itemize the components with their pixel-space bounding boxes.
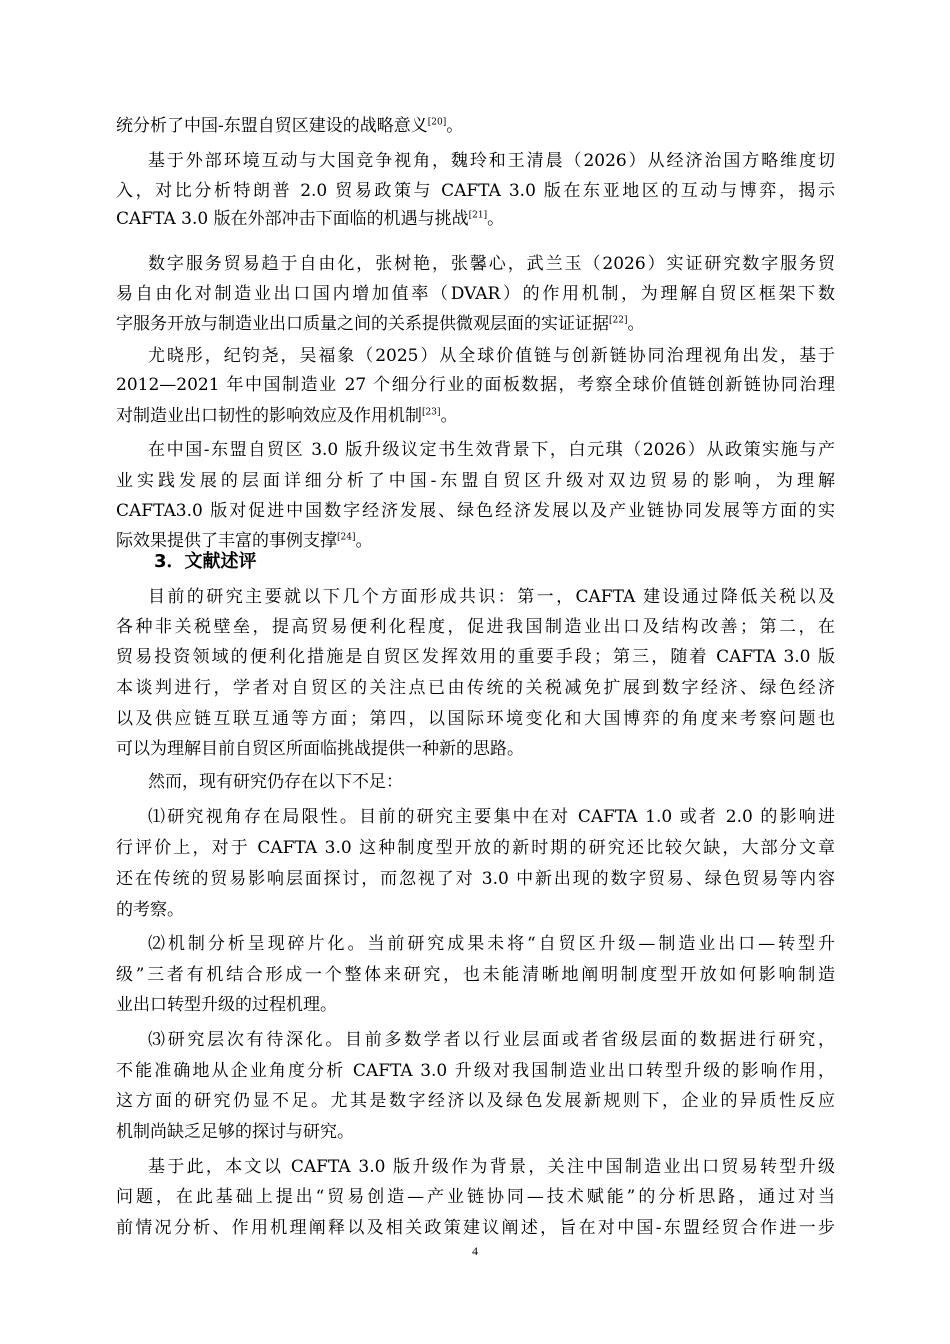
- citation-marker: [21]: [468, 210, 488, 221]
- text-line: ⑶研究层次有待深化。目前多数学者以行业层面或者省级层面的数据进行研究，: [148, 1030, 835, 1050]
- text-line: 不能准确地从企业角度分析 CAFTA 3.0 升级对我国制造业出口转型升级的影响作用，: [116, 1061, 835, 1081]
- text-line: 尤晓彤，纪钧尧，吴福象（2025）从全球价值链与创新链协同治理视角出发，基于: [148, 346, 835, 366]
- text-line: 业出口转型升级的过程机理。: [116, 995, 337, 1015]
- text-line: CAFTA3.0 版对促进中国数字经济发展、绿色经济发展以及产业链协同发展等方面的实: [116, 501, 835, 521]
- text-line: 对制造业出口韧性的影响效应及作用机制[23]。: [116, 406, 458, 426]
- section-heading: 3．文献述评: [154, 551, 257, 572]
- citation-marker: [24]: [337, 532, 356, 543]
- text-line: 基于此，本文以 CAFTA 3.0 版升级作为背景，关注中国制造业出口贸易转型升级: [148, 1157, 835, 1177]
- text-line: 业实践发展的层面详细分析了中国-东盟自贸区升级对双边贸易的影响，为理解: [116, 471, 835, 491]
- text-line: 然而，现有研究仍存在以下不足：: [148, 772, 403, 792]
- text-line: 可以为理解目前自贸区所面临挑战提供一种新的思路。: [116, 739, 524, 759]
- text-line: 目前的研究主要就以下几个方面形成共识：第一，CAFTA 建设通过降低关税以及: [148, 587, 835, 607]
- text-line: 这方面的研究仍显不足。尤其是数字经济以及绿色发展新规则下，企业的异质性反应: [116, 1091, 835, 1111]
- text-line: 际效果提供了丰富的事例支撑[24]。: [116, 531, 373, 551]
- text-line: 问题，在此基础上提出“贸易创造—产业链协同—技术赋能”的分析思路，通过对当: [116, 1187, 835, 1207]
- text-line: 易自由化对制造业出口国内增加值率（DVAR）的作用机制，为理解自贸区框架下数: [116, 284, 835, 304]
- text-line: 贸易投资领域的便利化措施是自贸区发挥效用的重要手段；第三，随着 CAFTA 3.0 版: [116, 647, 835, 667]
- text-line: CAFTA 3.0 版在外部冲击下面临的机遇与挑战[21]。: [116, 209, 505, 229]
- text-line: 在中国-东盟自贸区 3.0 版升级议定书生效背景下，白元琪（2026）从政策实施与产: [148, 440, 835, 460]
- text-line: ⑵机制分析呈现碎片化。当前研究成果未将“自贸区升级—制造业出口—转型升: [148, 934, 835, 954]
- text-line: ⑴研究视角存在局限性。目前的研究主要集中在对 CAFTA 1.0 或者 2.0 的影响进: [148, 807, 835, 827]
- text-line: 各种非关税壁垒，提高贸易便利化程度，促进我国制造业出口及结构改善；第二，在: [116, 617, 835, 637]
- text-line: 本谈判进行，学者对自贸区的关注点已由传统的关税减免扩展到数字经济、绿色经济: [116, 678, 835, 698]
- citation-marker: [22]: [609, 315, 628, 326]
- text-line: 统分析了中国-东盟自贸区建设的战略意义[20]。: [116, 116, 464, 136]
- text-line: 还在传统的贸易影响层面探讨，而忽视了对 3.0 中新出现的数字贸易、绿色贸易等内容: [116, 869, 835, 889]
- text-line: 的考察。: [116, 900, 184, 920]
- page-number: 4: [472, 1244, 478, 1258]
- text-line: 机制尚缺乏足够的探讨与研究。: [116, 1122, 354, 1142]
- text-line: 2012—2021 年中国制造业 27 个细分行业的面板数据，考察全球价值链创新链协同治理: [116, 375, 835, 395]
- text-line: 入，对比分析特朗普 2.0 贸易政策与 CAFTA 3.0 版在东亚地区的互动与博弈，揭示: [116, 181, 835, 201]
- text-line: 字服务开放与制造业出口质量之间的关系提供微观层面的实证证据[22]。: [116, 314, 645, 334]
- text-line: 行评价上，对于 CAFTA 3.0 这种制度型开放的新时期的研究还比较欠缺，大部分文章: [116, 838, 835, 858]
- text-line: 数字服务贸易趋于自由化，张树艳，张馨心，武兰玉（2026）实证研究数字服务贸: [148, 254, 835, 274]
- text-line: 级”三者有机结合形成一个整体来研究，也未能清晰地阐明制度型开放如何影响制造: [116, 965, 835, 985]
- citation-marker: [20]: [427, 117, 447, 128]
- text-line: 前情况分析、作用机理阐释以及相关政策建议阐述，旨在对中国-东盟经贸合作进一步: [116, 1218, 835, 1238]
- text-line: 基于外部环境互动与大国竞争视角，魏玲和王清晨（2026）从经济治国方略维度切: [148, 151, 835, 171]
- text-line: 以及供应链互联互通等方面；第四，以国际环境变化和大国博弈的角度来考察问题也: [116, 709, 835, 729]
- citation-marker: [23]: [422, 407, 441, 418]
